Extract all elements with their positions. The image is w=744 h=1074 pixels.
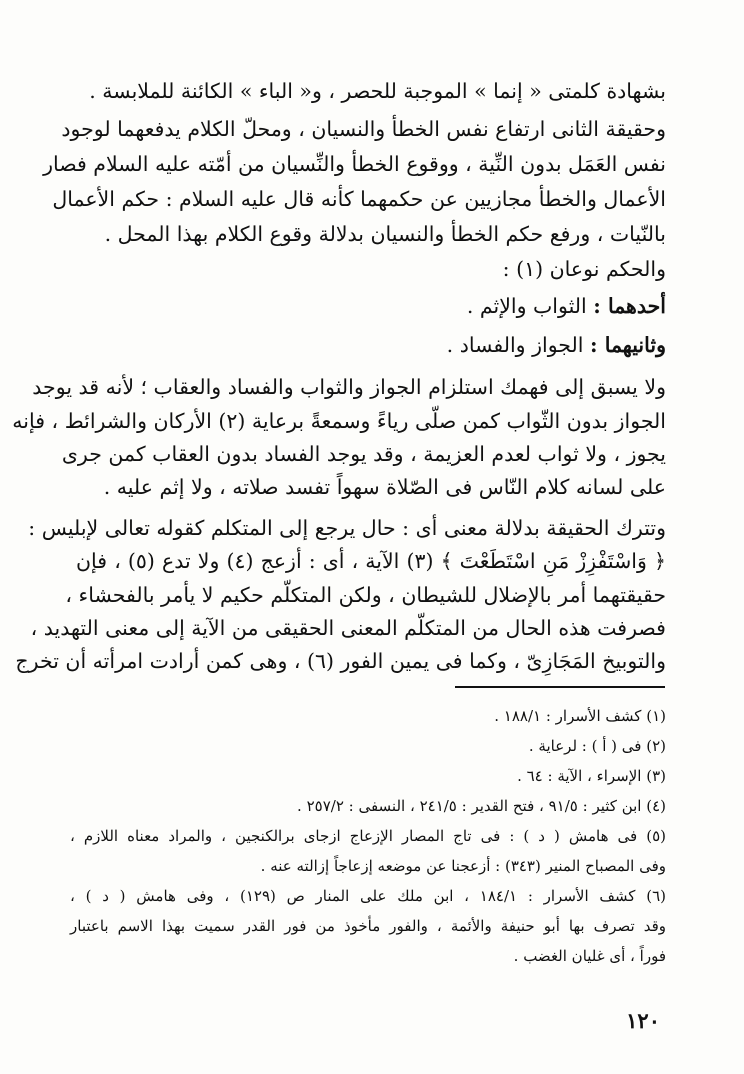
text-line: ﴿ وَاسْتَفْزِزْ مَنِ اسْتَطَعْتَ ﴾ (٣) الآية ، أى : أزعج (٤) ولا تدع (٥) ، فإن: [76, 549, 666, 573]
text-line: على لسانه كلام النّاس فى الصّلاة سهواً تفسد صلاته ، ولا إثم عليه .: [103, 475, 666, 499]
text-line: والحكم نوعان (١) :: [502, 257, 666, 281]
footnote: فوراً ، أى غليان الغضب .: [513, 947, 666, 965]
footnote: (٣) الإسراء ، الآية : ٦٤ .: [517, 767, 666, 785]
list-item: [76, 330, 666, 360]
text-line: يجوز ، ولا ثواب لعدم العزيمة ، وقد يوجد الفساد بدون العقاب كمن جرى: [61, 442, 666, 466]
footnote: وفى المصباح المنير (٣٤٣) : أزعجنا عن موضعه إزعاجاً إزالته عنه .: [260, 857, 666, 875]
item-label: أحدهما :: [593, 294, 666, 318]
page-number: ١٢٠: [626, 1008, 660, 1033]
text-line: نفس العَمَل بدون النِّية ، ووقوع الخطأ والنِّسيان من أمّته عليه السلام فصار: [43, 152, 666, 176]
text-line: حقيقتهما أمر بالإضلال للشيطان ، ولكن المتكلّم حكيم لا يأمر بالفحشاء ،: [65, 583, 666, 607]
text-line: وتترك الحقيقة بدلالة معنى أى : حال يرجع إلى المتكلم كقوله تعالى لإبليس :: [28, 516, 666, 540]
footnote: (٢) فى ( أ ) : لرعاية .: [528, 737, 666, 755]
footnote-separator: [455, 686, 665, 688]
footnote: (٤) ابن كثير : ٩١/٥ ، فتح القدير : ٢٤١/٥ ، النسفى : ٢٥٧/٢ .: [297, 797, 666, 815]
text-line: والتوبيخ المَجَازِىّ ، وكما فى يمين الفور (٦) ، وهى كمن أرادت امرأته أن تخرج: [15, 649, 666, 673]
text-line: بشهادة كلمتى « إنما » الموجبة للحصر ، و« الباء » الكائنة للملابسة .: [89, 79, 666, 103]
text-line: الأعمال والخطأ مجازيين عن حكمهما كأنه قال عليه السلام : حكم الأعمال: [52, 187, 666, 211]
footnote: (١) كشف الأسرار : ١٨٨/١ .: [494, 707, 666, 725]
item-label: وثانيهما :: [590, 333, 666, 357]
list-item: [76, 291, 666, 321]
text-line: ولا يسبق إلى فهمك استلزام الجواز والثواب والفساد والعقاب ؛ لأنه قد يوجد: [32, 375, 666, 399]
text-line: وحقيقة الثانى ارتفاع نفس الخطأ والنسيان ، ومحلّ الكلام يدفعهما لوجود: [61, 117, 666, 141]
item-text: الثواب والإثم .: [466, 294, 587, 318]
text-line: فصرفت هذه الحال من المتكلّم المعنى الحقيقى من الآية إلى معنى التهديد ،: [30, 616, 666, 640]
item-text: الجواز والفساد .: [446, 333, 584, 357]
text-line: الجواز بدون الثّواب كمن صلّى رياءً وسمعةً برعاية (٢) الأركان والشرائط ، فإنه: [12, 409, 666, 433]
footnote: (٦) كشف الأسرار : ١٨٤/١ ، ابن ملك على المنار ص (١٢٩) ، وفى هامش ( د ) ،: [70, 887, 666, 905]
footnote: (٥) فى هامش ( د ) : فى تاج المصار الإزعاج ازجاى برالكنجين ، والمراد معناه اللازم ،: [70, 827, 666, 845]
text-line: بالنّيات ، ورفع حكم الخطأ والنسيان بدلالة وقوع الكلام بهذا المحل .: [104, 222, 666, 246]
footnote: وقد تصرف بها أبو حنيفة والأئمة ، والفور مأخوذ من فور القدر سميت بهذا الاسم باعتبار: [70, 917, 666, 935]
